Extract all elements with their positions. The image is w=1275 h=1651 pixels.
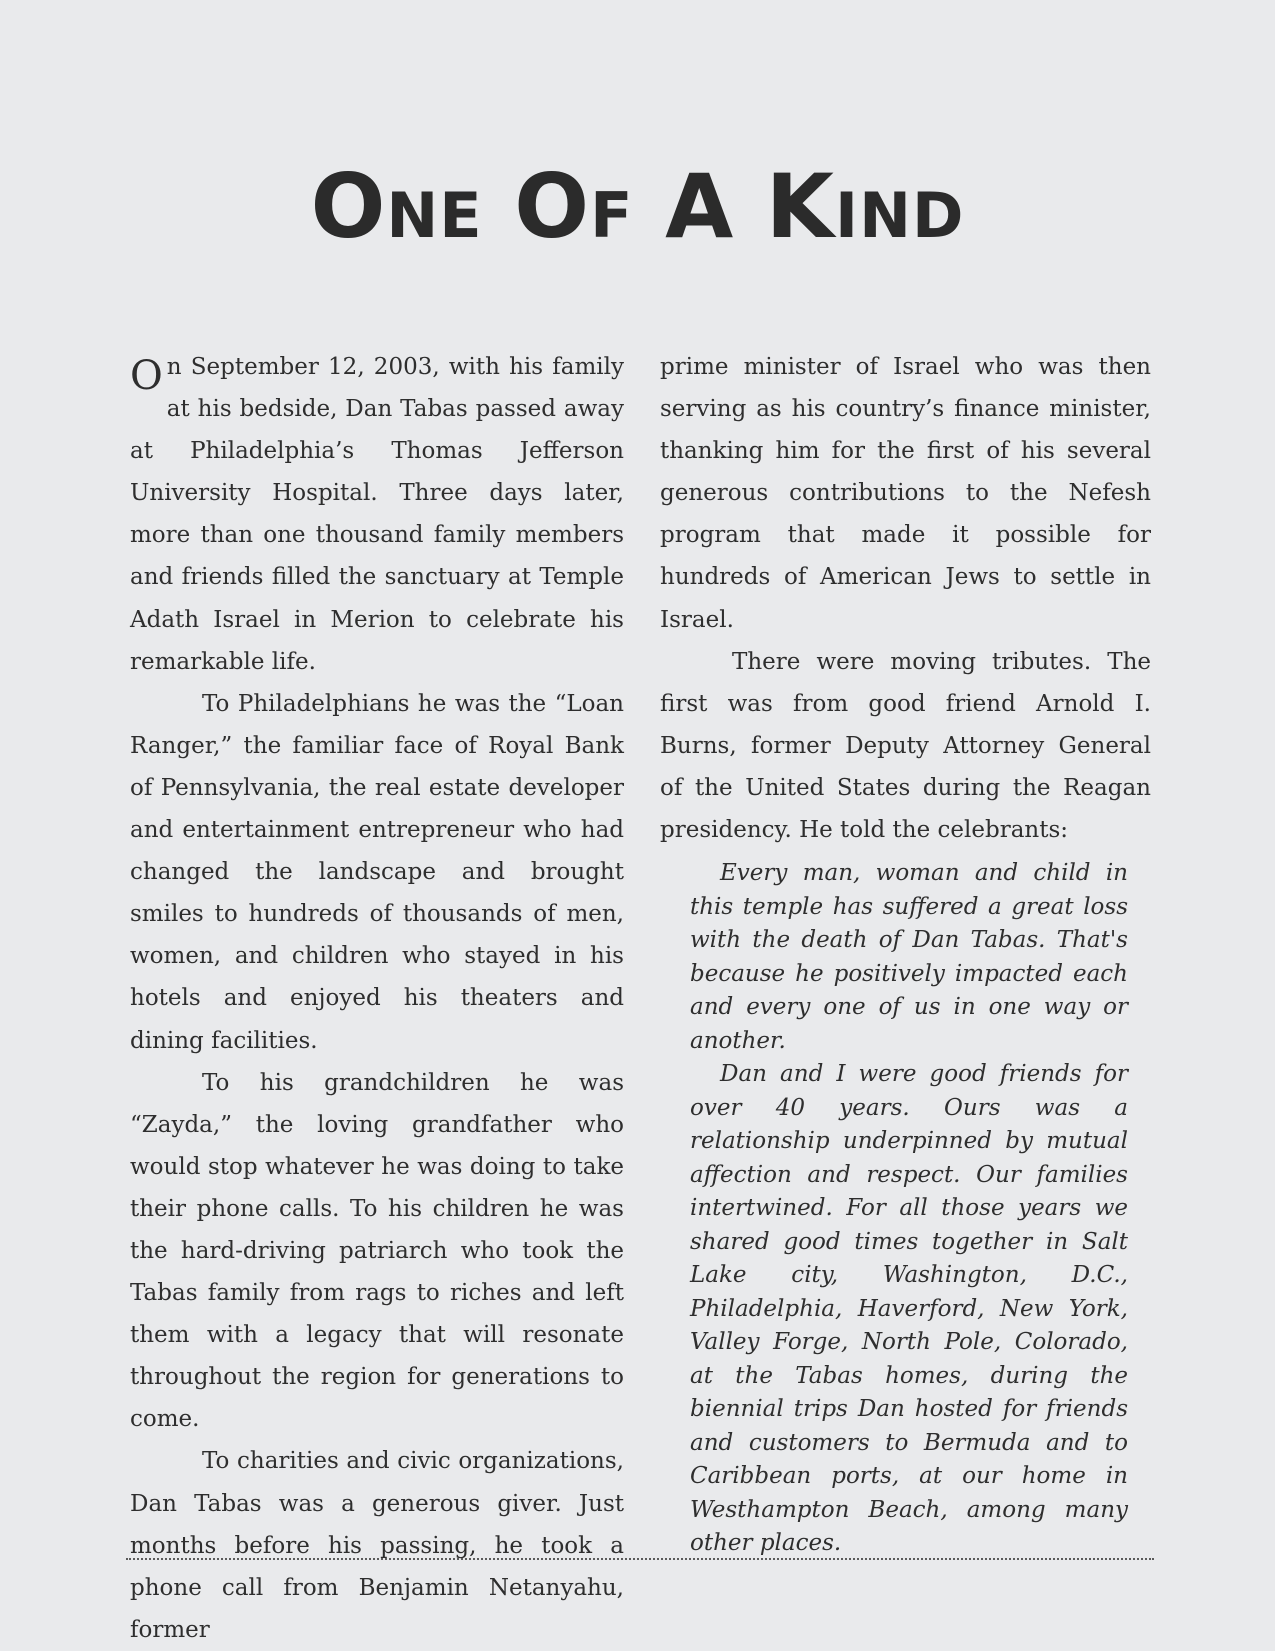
drop-cap: O [130,353,163,399]
block-quote: Every man, woman and child in this temple has suffered a great loss with the death of Dan Tabas. That's because he positively impacted each and every one of us in one way or another. [690,860,1128,1054]
body-paragraph: prime minister of Israel who was then serving as his country’s finance minister, thanking him for the first of his several generous contributions to the Nefesh program that made it possible for hundreds of American Jews to settle in Israel. [660,354,1151,633]
footer-dotted-rule [126,1558,1154,1560]
body-paragraph: To his grandchildren he was “Zayda,” the loving grandfather who would stop whatever he was doing to take their phone calls. To his children he was the hard-driving patriarch who took the Tabas family from rags to riches and left them with a legacy that will resonate throughout the region for generations to come. [130,1069,624,1433]
body-paragraph [130,346,624,683]
right-column [660,346,1151,1561]
body-paragraph: To Philadelphians he was the “Loan Ranger,” the familiar face of Royal Bank of Pennsylvania, the real estate developer and entertainment entrepreneur who had changed the landscape and brought smiles to hundreds of thousands of men, women, and children who stayed in his hotels and enjoyed his theaters and dining facilities. [130,690,624,1054]
body-paragraph: There were moving tributes. The first was from good friend Arnold I. Burns, former Deputy Attorney General of the United States during the Reagan presidency. He told the celebrants: [660,648,1151,844]
paragraph-text: n September 12, 2003, with his family at his bedside, Dan Tabas passed away at Philadelphia’s Thomas Jefferson University Hospital. Three days later, more than one thousand family members and friends filled the sanctuary at Temple Adath Israel in Merion to celebrate his remarkable life. [130,354,624,675]
page-title: One Of A Kind [310,155,965,258]
body-paragraph: To charities and civic organizations, Dan Tabas was a generous giver. Just months before his passing, he took a phone call from Benjamin Netanyahu, former [130,1448,624,1643]
block-quote: Dan and I were good friends for over 40 years. Ours was a relationship underpinned by mutual affection and respect. Our families intertwined. For all those years we shared good times together in Salt Lake city, Washington, D.C., Philadelphia, Haverford, New York, Valley Forge, North Pole, Colorado, at the Tabas homes, during the biennial trips Dan hosted for friends and customers to Bermuda and to Caribbean ports, at our home in Westhampton Beach, among many other places. [690,1061,1128,1557]
left-column [130,346,624,1651]
